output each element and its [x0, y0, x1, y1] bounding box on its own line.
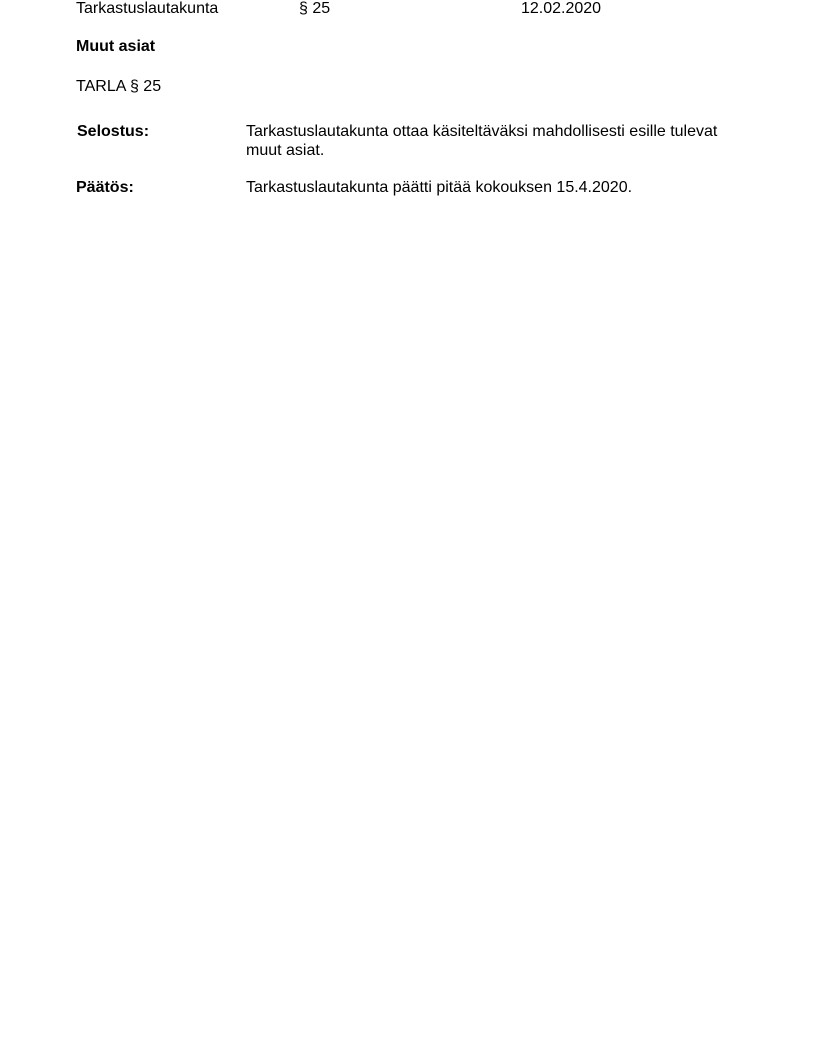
item-title: Muut asiat — [76, 38, 156, 55]
header-date: 12.02.2020 — [521, 0, 602, 17]
field-text-paatos: Tarkastuslautakunta päätti pitää kokouksen 15.4.2020. — [246, 179, 633, 196]
page-header — [76, 0, 816, 19]
field-label-paatos: Päätös: — [76, 179, 134, 196]
field-text-selostus: Tarkastuslautakunta ottaa käsiteltäväksi mahdollisesti esille tulevat muut asiat. — [246, 123, 718, 159]
item-reference: TARLA § 25 — [76, 78, 162, 95]
field-label-selostus: Selostus: — [77, 123, 150, 140]
header-section-number: § 25 — [299, 0, 331, 17]
header-organization: Tarkastuslautakunta — [76, 0, 219, 17]
